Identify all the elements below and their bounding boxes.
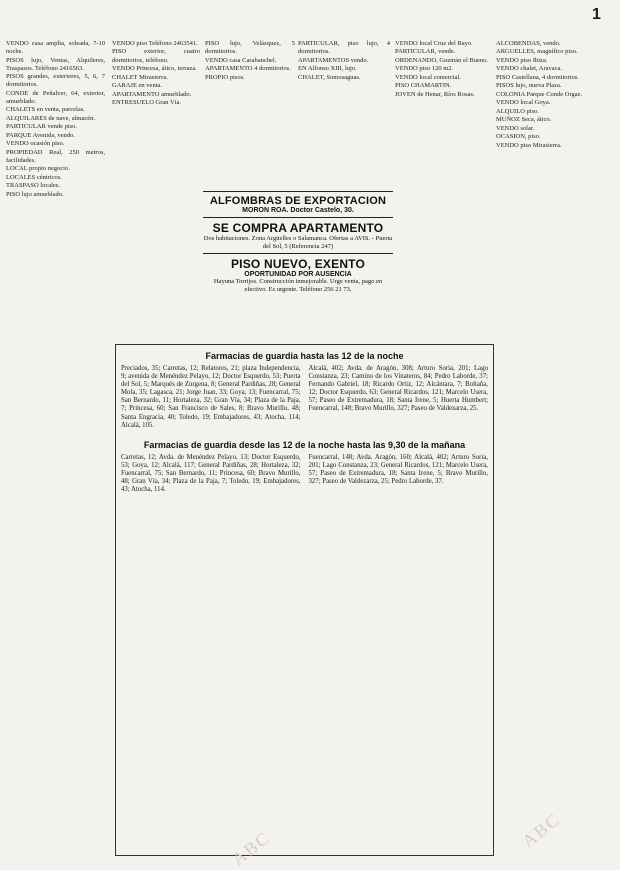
classified-ad: VENDO casa Carabanchel. <box>205 56 277 64</box>
classified-ad: ENTRESUELO Gran Vía. <box>112 99 182 106</box>
classified-ad: PISOS lujo, nueva Plaza. <box>496 82 562 90</box>
classified-column-3 <box>205 40 295 185</box>
classified-ad: VENDO piso 120 m2. <box>395 65 454 73</box>
pharmacies-day-title: Farmacias de guardia hasta las 12 de la noche <box>205 351 404 361</box>
classified-ad: VENDO piso Mirasierra. <box>496 141 562 149</box>
classified-ad: VENDO piso Ibiza. <box>496 56 548 64</box>
classified-ad: LOCALES céntricos. <box>6 173 62 181</box>
classified-ad: PROPIEDAD Real, 250 metros, facilidades. <box>6 148 105 164</box>
classified-ad: GARAJE en venta. <box>112 82 163 90</box>
corner-mark: 1 <box>592 6 601 23</box>
classified-ad: CHALETS en venta, parcelas. <box>6 106 85 114</box>
classified-ad: MUÑOZ Seca, ático. <box>496 116 552 124</box>
classified-ad: EN Alfonso XIII, lujo. <box>298 65 357 73</box>
new-flat-body: Hayuna Torrijos. Construcción inmejorable. Urge venta, pago en efectivo. Es urgente. Teléfono 256 21 73. <box>213 278 383 293</box>
classified-ad: PISO exterior, cuatro dormitorios, teléfono. <box>112 48 200 64</box>
classified-ad: PISOS grandes, exteriores, 5, 6, 7 dormitorios. <box>6 73 105 89</box>
classified-ad: VENDO local Goya. <box>496 99 551 107</box>
pharmacies-night-left: Carretas, 12; Avda. de Menéndez Pelayo, 13; Doctor Esquerdo, 53; Goya, 12; Alcalá, 117; General Pardiñas, 28; Hortaleza, 32; Fuencarral, 75; San Bernardo, 11; Princesa, 60; Bravo Murillo, 48; Gran Vía, 34; Plaza de la Paja, 7; Toledo, 19; Embajadores, 43; Atocha, 114. <box>121 453 301 494</box>
classified-ad: APARTAMENTO amueblado. <box>112 90 192 98</box>
classified-ad: PISO lujo amueblado. <box>6 190 64 198</box>
carpets-subline: MORON ROA. Doctor Castelo, 30. <box>242 207 354 214</box>
classified-ad: PARTICULAR, vende. <box>395 48 456 56</box>
classified-ad: ALCOBENDAS, vendo. <box>496 40 561 47</box>
classified-ad: VENDO local comercial. <box>395 73 461 81</box>
divider <box>203 253 393 254</box>
classified-column-4 <box>298 40 390 185</box>
pharmacies-night-right: Fuencarral, 148; Avda. Aragón, 160; Alcalá, 402; Arturo Soria, 201; Lago Constanza, 23; General Ricardos, 121; Marcelo Usera, 57; Paseo de Extremadura, 18; Santa Irene, 5; Bravo Murillo, 327; Paseo de Valdezarza, 25; Pedro Laborde, 37. <box>308 453 488 486</box>
classified-ad: PARQUE Avenida, vendo. <box>6 131 75 139</box>
classified-column-6 <box>496 40 608 840</box>
classified-ad: PARTICULAR, piso lujo, 4 dormitorios. <box>298 40 390 56</box>
classified-ad: VENDO Princesa, ático, terraza. <box>112 65 197 73</box>
classified-column-2 <box>112 40 200 348</box>
classified-ad: CONDE de Peñalver, 64, exterior, amueblado. <box>6 89 105 105</box>
classified-ad: ORDENANDO, Guzmán el Bueno. <box>395 56 488 64</box>
classified-ad: VENDO piso Teléfono 2463541. <box>112 40 198 47</box>
classified-column-1 <box>6 40 105 810</box>
classified-ad: VENDO ocasión piso. <box>6 140 65 148</box>
classified-ad: PISOS lujo, Ventas, Alquileres, Traspasos. Teléfono 2416563. <box>6 56 105 72</box>
classified-ad: VENDO solar. <box>496 124 535 132</box>
classified-ad: TRASPASO locales. <box>6 182 60 190</box>
classified-ad: CHALET, Somosaguas. <box>298 73 361 81</box>
new-flat-headline: PISO NUEVO, EXENTO <box>230 257 366 272</box>
classified-column-5 <box>395 40 491 340</box>
buy-apartment-body: Dos habitaciones. Zona Argüelles o Salamanca. Ofertas a AVIS. - Puerta del Sol, 5 (Referencia 247) <box>203 235 393 250</box>
divider <box>203 191 393 192</box>
classified-ad: PROPIO pisos. <box>205 73 245 81</box>
classified-ad: APARTAMENTO 4 dormitorios. <box>205 65 291 73</box>
classified-ad: OCASION, piso. <box>496 133 541 141</box>
classified-ad: ALQUILARES de nave, almacén. <box>6 114 95 122</box>
pharmacies-day-list <box>116 365 493 430</box>
carpets-headline: ALFOMBRAS DE EXPORTACION <box>209 195 387 207</box>
buy-apartment-headline: SE COMPRA APARTAMENTO <box>212 221 384 235</box>
pharmacies-day-left: Preciados, 35; Carretas, 12; Relatores, 21; plaza Independencia, 9; avenida de Menéndez Pelayo, 12; Doctor Esquerdo, 53; Puerta del Sol, 5; Marqués de Zurgena, 8; General Pardiñas, 28; General Mola, 35; Lagasca, 21; Jorge Juan, 33; Goya, 13; Fuencarral, 75; San Bernardo, 11; Hortaleza, 32; Gran Vía, 34; Plaza de la Paja, 7; Princesa, 60; San Francisco de Sales, 8; Bravo Murillo, 48; Santa Engracia, 40; Toledo, 19; Embajadores, 43; Atocha, 114; Alcalá, 105. <box>121 365 301 429</box>
classified-ad: VENDO local Cruz del Rayo. <box>395 40 473 47</box>
classified-ad: PISO CHAMARTIN. <box>395 82 452 90</box>
classified-ad: ALQUILO piso. <box>496 107 539 115</box>
classified-ad: VENDO chalet, Aravaca. <box>496 65 563 73</box>
classified-ad: PISO Castellana, 4 dormitorios. <box>496 73 579 81</box>
classified-ad: COLONIA Parque Conde Orgaz. <box>496 90 583 98</box>
display-ads-block <box>203 188 393 316</box>
classified-ad: PISO lujo, Velázquez, 5 dormitorios. <box>205 40 295 56</box>
pharmacies-day-right: Alcalá, 402; Avda. de Aragón, 308; Arturo Soria, 201; Lago Constanza, 23; Camino de los Vinateros, 84; Pedro Laborde, 37; Fernando Gabriel, 18; Ricardo Ortiz, 12; Alcántara, 7; Boltaña, 12; Doctor Esquerdo, 63; General Ricardos, 121; Marcelo Usera, 57; Paseo de Extremadura, 18; Santa Irene, 5; Huerta Humbert; Fuencarral, 148; Bravo Murillo, 327; Paseo de Valdezarza, 25. <box>308 365 488 413</box>
abc-watermark: ABC <box>228 826 275 870</box>
new-flat-subline: OPORTUNIDAD POR AUSENCIA <box>244 271 352 279</box>
pharmacies-night-title: Farmacias de guardia desde las 12 de la noche hasta las 9,30 de la mañana <box>143 439 466 450</box>
pharmacies-box <box>115 344 494 856</box>
abc-watermark: ABC <box>518 808 565 852</box>
classified-ad: PARTICULAR vende piso. <box>6 123 78 131</box>
classified-ad: APARTAMENTOS vendo. <box>298 56 369 64</box>
classified-ad: LOCAL propio negocio. <box>6 165 70 173</box>
classified-ad: JOVEN de Henar, Ríos Rosas. <box>395 90 475 98</box>
classified-ad: ARGUELLES, magnífico piso. <box>496 48 578 56</box>
classified-ad: CHALET Mirasierra. <box>112 73 168 81</box>
divider <box>203 217 393 218</box>
classified-ad: VENDO casa amplia, soleada, 7-10 noche. <box>6 40 105 56</box>
pharmacies-night-list <box>116 454 493 494</box>
top-strip <box>6 6 586 36</box>
